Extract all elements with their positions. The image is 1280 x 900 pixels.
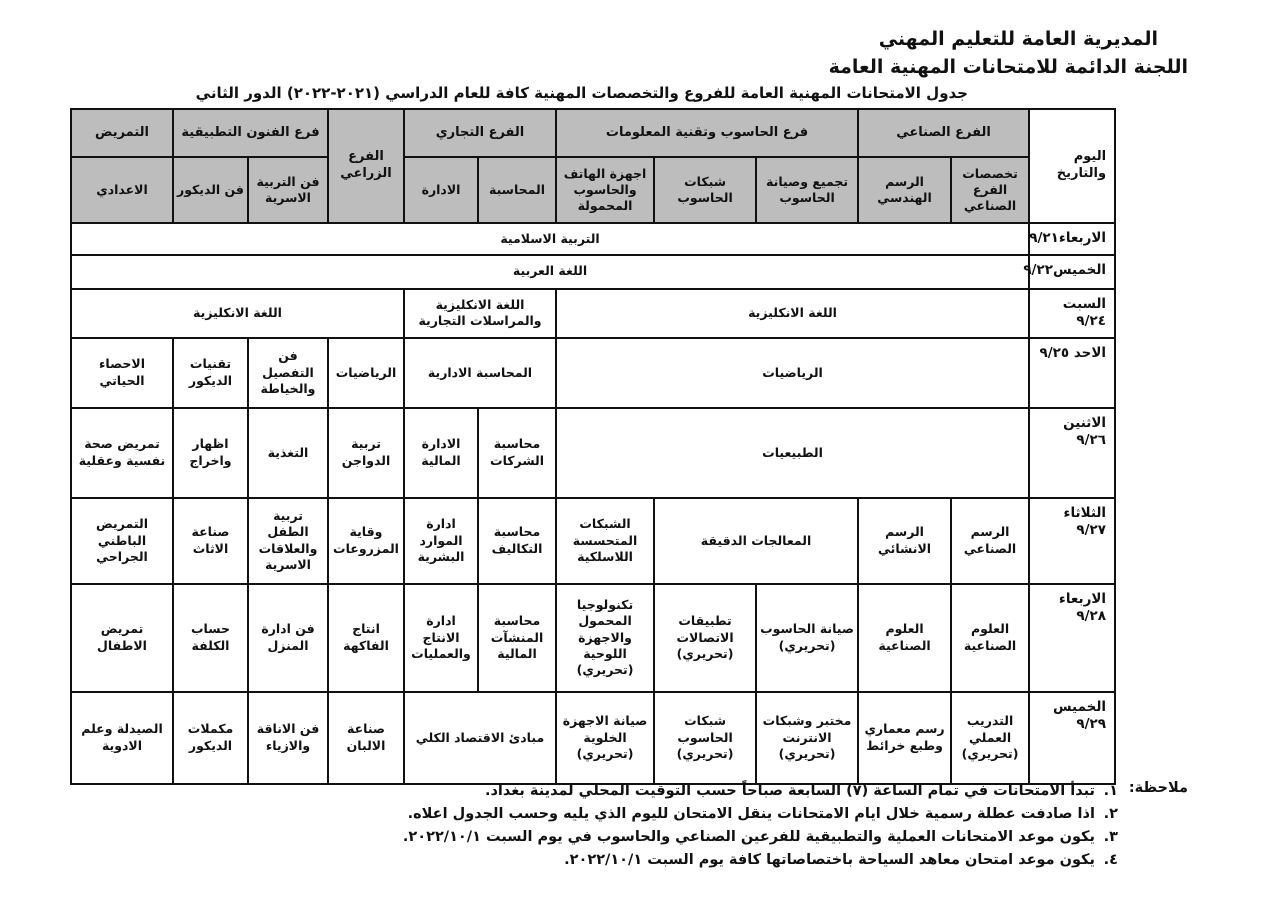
note-number: ١. — [1103, 783, 1118, 799]
note-item — [60, 849, 1118, 872]
exam-cell: صناعة الالبان — [328, 692, 404, 784]
exam-cell: تكنولوجيا المحمول والاجهزة اللوحية (تحريري) — [556, 584, 654, 692]
exam-cell: محاسبة التكاليف — [478, 498, 556, 584]
schedule-title: جدول الامتحانات المهنية العامة للفروع والتخصصات المهنية كافة للعام الدراسي (٢٠٢١-٢٠٢٢) الدور الثاني — [195, 84, 968, 102]
exam-cell: فن ادارة المنزل — [248, 584, 328, 692]
exam-cell: الرسم الصناعي — [951, 498, 1029, 584]
exam-cell: التمريض الباطني الجراحي — [71, 498, 173, 584]
date-cell: السبت ٩/٢٤ — [1029, 289, 1115, 338]
exam-cell: تقنيات الديكور — [173, 338, 248, 408]
branch-agricultural: الفرع الزراعي — [328, 109, 404, 223]
note-item — [60, 803, 1118, 826]
date-cell: الخميس٩/٢٢ — [1029, 255, 1115, 289]
exam-cell: تربية الدواجن — [328, 408, 404, 498]
exam-cell: التدريب العملي (تحريري) — [951, 692, 1029, 784]
spec-family-education: فن التربية الاسرية — [248, 157, 328, 223]
exam-cell: محاسبة الشركات — [478, 408, 556, 498]
exam-cell: اللغة العربية — [71, 255, 1029, 289]
note-item — [60, 826, 1118, 849]
exam-cell: المحاسبة الادارية — [404, 338, 556, 408]
exam-cell: تمريض صحة نفسية وعقلية — [71, 408, 173, 498]
exam-cell: مختبر وشبكات الانترنت (تحريري) — [756, 692, 858, 784]
exam-cell: صيانة الحاسوب (تحريري) — [756, 584, 858, 692]
spec-engineering-drawing: الرسم الهندسي — [858, 157, 951, 223]
exam-cell: الشبكات المتحسسة اللاسلكية — [556, 498, 654, 584]
note-text: تبدأ الامتحانات في تمام الساعة (٧) السابعة صباحاً حسب التوقيت المحلي لمدينة بغداد. — [484, 783, 1095, 799]
exam-cell: صناعة الاثاث — [173, 498, 248, 584]
exam-cell: وقاية المزروعات — [328, 498, 404, 584]
exam-cell: التربية الاسلامية — [71, 223, 1029, 255]
exam-cell: العلوم الصناعية — [951, 584, 1029, 692]
exam-cell: مبادئ الاقتصاد الكلي — [404, 692, 556, 784]
exam-cell: الصيدلة وعلم الادوية — [71, 692, 173, 784]
exam-cell: الادارة المالية — [404, 408, 478, 498]
date-cell: الاحد ٩/٢٥ — [1029, 338, 1115, 408]
exam-cell: المعالجات الدقيقة — [654, 498, 858, 584]
spec-computer-assembly: تجميع وصيانة الحاسوب — [756, 157, 858, 223]
exam-cell: الطبيعيات — [556, 408, 1029, 498]
spec-computer-networks: شبكات الحاسوب — [654, 157, 756, 223]
exam-cell: الاحصاء الحياتي — [71, 338, 173, 408]
exam-cell: شبكات الحاسوب (تحريري) — [654, 692, 756, 784]
date-cell: الاربعاء ٩/٢٨ — [1029, 584, 1115, 692]
notes-list — [60, 780, 1188, 872]
branch-nursing: التمريض — [71, 109, 173, 157]
exam-cell: اللغة الانكليزية — [71, 289, 404, 338]
branch-computer: فرع الحاسوب وتقنية المعلومات — [556, 109, 858, 157]
exam-schedule-table — [70, 108, 1116, 785]
exam-cell: تمريض الاطفال — [71, 584, 173, 692]
note-text: يكون موعد الامتحانات العملية والتطبيقية للفرعين الصناعي والحاسوب في يوم السبت ٢٠٢٢/١٠/١. — [402, 829, 1095, 845]
date-cell: الاربعاء٩/٢١ — [1029, 223, 1115, 255]
date-cell: الثلاثاء ٩/٢٧ — [1029, 498, 1115, 584]
exam-cell: فن الاناقة والازياء — [248, 692, 328, 784]
note-number: ٤. — [1103, 852, 1118, 868]
exam-cell: حساب الكلفة — [173, 584, 248, 692]
spec-accounting: المحاسبة — [478, 157, 556, 223]
exam-cell: الرياضيات — [328, 338, 404, 408]
branch-commercial: الفرع التجاري — [404, 109, 556, 157]
exam-cell: مكملات الديكور — [173, 692, 248, 784]
exam-cell: ادارة الموارد البشرية — [404, 498, 478, 584]
spec-decor: فن الديكور — [173, 157, 248, 223]
branch-industrial: الفرع الصناعي — [858, 109, 1029, 157]
committee-title: اللجنة الدائمة للامتحانات المهنية العامة — [828, 56, 1188, 78]
exam-cell: اظهار واخراج — [173, 408, 248, 498]
exam-cell: اللغة الانكليزية — [556, 289, 1029, 338]
spec-mobile-devices: اجهزة الهاتف والحاسوب المحمولة — [556, 157, 654, 223]
date-cell: الخميس ٩/٢٩ — [1029, 692, 1115, 784]
spec-preparatory: الاعدادي — [71, 157, 173, 223]
directorate-title: المديرية العامة للتعليم المهني — [878, 28, 1158, 50]
exam-cell: التغذية — [248, 408, 328, 498]
date-cell: الاثنين ٩/٢٦ — [1029, 408, 1115, 498]
exam-cell: محاسبة المنشآت المالية — [478, 584, 556, 692]
note-text: اذا صادفت عطلة رسمية خلال ايام الامتحانات ينقل الامتحان لليوم الذي يليه وحسب الجدول اعلاه. — [407, 806, 1095, 822]
spec-administration: الادارة — [404, 157, 478, 223]
notes-section — [60, 780, 1188, 872]
exam-cell: صيانة الاجهزة الخلوية (تحريري) — [556, 692, 654, 784]
note-text: يكون موعد امتحان معاهد السياحة باختصاصاتها كافة يوم السبت ٢٠٢٢/١٠/١. — [564, 852, 1095, 868]
exam-cell: انتاج الفاكهة — [328, 584, 404, 692]
exam-cell: الرياضيات — [556, 338, 1029, 408]
note-item — [60, 780, 1118, 803]
note-number: ٣. — [1103, 829, 1118, 845]
spec-industrial: تخصصات الفرع الصناعي — [951, 157, 1029, 223]
branch-applied-arts: فرع الفنون التطبيقية — [173, 109, 328, 157]
day-date-header: اليوم والتاريخ — [1029, 109, 1115, 223]
exam-cell: ادارة الانتاج والعمليات — [404, 584, 478, 692]
exam-cell: العلوم الصناعية — [858, 584, 951, 692]
exam-cell: الرسم الانشائي — [858, 498, 951, 584]
exam-cell: اللغة الانكليزية والمراسلات التجارية — [404, 289, 556, 338]
exam-cell: رسم معماري وطبع خرائط — [858, 692, 951, 784]
notes-label: ملاحظة: — [1128, 780, 1188, 796]
exam-cell: تطبيقات الاتصالات (تحريري) — [654, 584, 756, 692]
note-number: ٢. — [1103, 806, 1118, 822]
exam-cell: فن التفصيل والخياطة — [248, 338, 328, 408]
exam-cell: تربية الطفل والعلاقات الاسرية — [248, 498, 328, 584]
